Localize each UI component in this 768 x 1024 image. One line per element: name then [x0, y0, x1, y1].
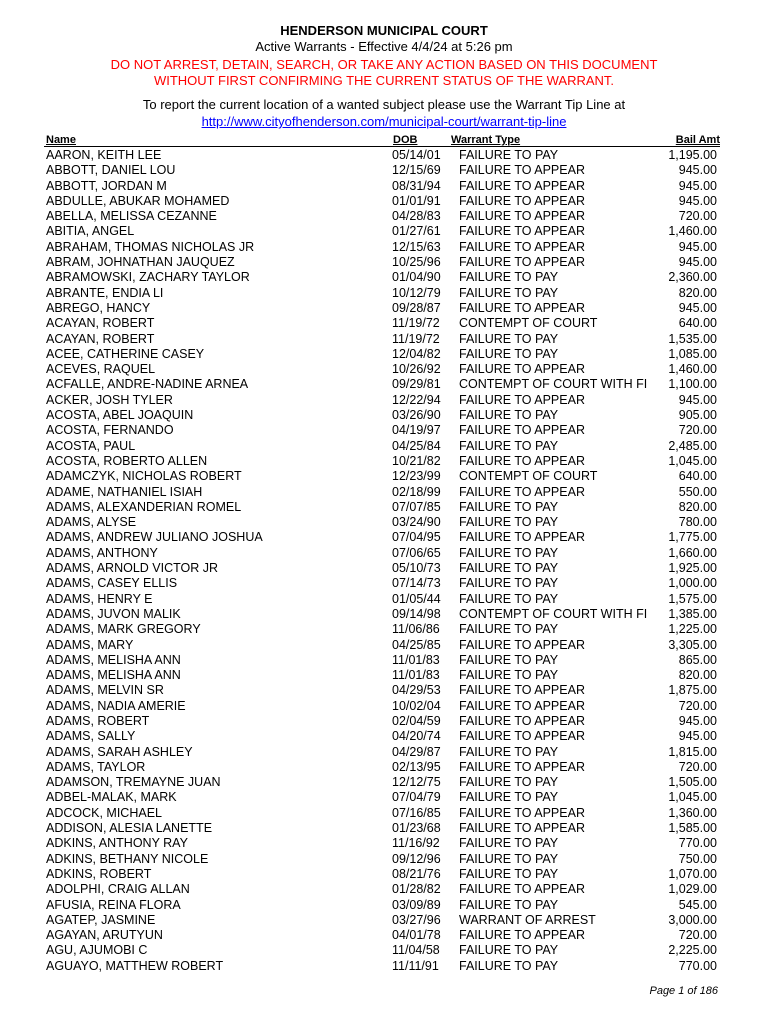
table-row	[0, 959, 768, 974]
cell-dob: 09/14/98	[392, 606, 441, 621]
cell-dob: 10/25/96	[392, 255, 441, 270]
cell-name: ABBOTT, DANIEL LOU	[46, 163, 176, 178]
table-row	[0, 347, 768, 362]
cell-name: ADAMS, SARAH ASHLEY	[46, 744, 193, 759]
cell-dob: 07/04/95	[392, 530, 441, 545]
cell-warrant-type: FAILURE TO PAY	[459, 866, 559, 881]
table-row	[0, 423, 768, 438]
table-row	[0, 439, 768, 454]
cell-bail-amount: 1,505.00	[668, 775, 717, 790]
table-row	[0, 301, 768, 316]
table-row	[0, 729, 768, 744]
table-row	[0, 867, 768, 882]
cell-bail-amount: 1,360.00	[668, 805, 717, 820]
column-header-name: Name	[46, 134, 76, 146]
cell-dob: 04/19/97	[392, 423, 441, 438]
cell-name: ACOSTA, PAUL	[46, 438, 136, 453]
cell-warrant-type: FAILURE TO APPEAR	[459, 683, 585, 698]
cell-dob: 01/28/82	[392, 882, 441, 897]
table-row	[0, 209, 768, 224]
table-row	[0, 775, 768, 790]
table-row	[0, 530, 768, 545]
table-row	[0, 469, 768, 484]
table-row	[0, 500, 768, 515]
effective-date: Active Warrants - Effective 4/4/24 at 5:26 pm	[255, 39, 513, 54]
cell-name: AARON, KEITH LEE	[46, 148, 162, 162]
cell-bail-amount: 1,045.00	[668, 453, 717, 468]
cell-name: ADAMS, MELISHA ANN	[46, 652, 181, 667]
cell-warrant-type: FAILURE TO APPEAR	[459, 713, 585, 728]
cell-name: ADAMS, CASEY ELLIS	[46, 576, 178, 591]
cell-bail-amount: 640.00	[678, 316, 717, 331]
cell-name: ACAYAN, ROBERT	[46, 331, 155, 346]
table-row	[0, 898, 768, 913]
cell-bail-amount: 1,100.00	[668, 377, 717, 392]
cell-name: ABELLA, MELISSA CEZANNE	[46, 209, 217, 224]
cell-dob: 10/12/79	[392, 285, 441, 300]
cell-warrant-type: FAILURE TO APPEAR	[459, 193, 585, 208]
cell-name: ACAYAN, ROBERT	[46, 316, 155, 331]
cell-name: ACOSTA, FERNANDO	[46, 423, 174, 438]
cell-warrant-type: FAILURE TO PAY	[459, 545, 559, 560]
cell-warrant-type: CONTEMPT OF COURT	[459, 316, 598, 331]
column-header-warrant-type: Warrant Type	[451, 134, 521, 146]
cell-name: ADDISON, ALESIA LANETTE	[46, 821, 213, 836]
cell-bail-amount: 1,195.00	[668, 148, 717, 162]
cell-warrant-type: FAILURE TO APPEAR	[459, 928, 585, 943]
cell-dob: 01/27/61	[392, 224, 441, 239]
cell-bail-amount: 945.00	[678, 163, 717, 178]
cell-name: ADAMS, MELVIN SR	[46, 683, 164, 698]
cell-bail-amount: 720.00	[678, 209, 717, 224]
cell-name: ABRAHAM, THOMAS NICHOLAS JR	[46, 239, 255, 254]
cell-dob: 07/04/79	[392, 790, 441, 805]
cell-warrant-type: CONTEMPT OF COURT	[459, 469, 598, 484]
cell-name: ACOSTA, ROBERTO ALLEN	[46, 453, 208, 468]
cell-warrant-type: FAILURE TO PAY	[459, 591, 559, 606]
cell-warrant-type: FAILURE TO APPEAR	[459, 698, 585, 713]
table-row	[0, 699, 768, 714]
cell-bail-amount: 1,660.00	[668, 545, 717, 560]
cell-dob: 04/01/78	[392, 928, 441, 943]
cell-bail-amount: 770.00	[678, 836, 717, 851]
cell-name: ADAMS, ANTHONY	[46, 545, 158, 560]
cell-bail-amount: 2,360.00	[668, 270, 717, 285]
cell-dob: 07/06/65	[392, 545, 441, 560]
table-row	[0, 240, 768, 255]
cell-dob: 04/29/87	[392, 744, 441, 759]
table-row	[0, 485, 768, 500]
cell-bail-amount: 720.00	[678, 423, 717, 438]
cell-dob: 01/01/91	[392, 193, 441, 208]
cell-bail-amount: 1,460.00	[668, 362, 717, 377]
cell-dob: 07/16/85	[392, 805, 441, 820]
table-row	[0, 592, 768, 607]
cell-name: ADAME, NATHANIEL ISIAH	[46, 484, 203, 499]
cell-dob: 04/29/53	[392, 683, 441, 698]
cell-dob: 10/02/04	[392, 698, 441, 713]
cell-bail-amount: 820.00	[678, 285, 717, 300]
cell-warrant-type: FAILURE TO PAY	[459, 668, 559, 683]
cell-bail-amount: 1,575.00	[668, 591, 717, 606]
cell-dob: 01/04/90	[392, 270, 441, 285]
cell-warrant-type: FAILURE TO PAY	[459, 576, 559, 591]
table-row	[0, 408, 768, 423]
page-number: Page 1 of 186	[649, 985, 718, 997]
table-row	[0, 852, 768, 867]
cell-dob: 04/20/74	[392, 729, 441, 744]
cell-dob: 03/26/90	[392, 408, 441, 423]
cell-warrant-type: FAILURE TO PAY	[459, 270, 559, 285]
table-row	[0, 332, 768, 347]
cell-name: ACEVES, RAQUEL	[46, 362, 156, 377]
cell-bail-amount: 1,815.00	[668, 744, 717, 759]
cell-name: ACOSTA, ABEL JOAQUIN	[46, 408, 194, 423]
cell-bail-amount: 1,070.00	[668, 866, 717, 881]
cell-bail-amount: 720.00	[678, 759, 717, 774]
cell-bail-amount: 1,460.00	[668, 224, 717, 239]
table-row	[0, 179, 768, 194]
cell-warrant-type: FAILURE TO APPEAR	[459, 362, 585, 377]
cell-bail-amount: 945.00	[678, 392, 717, 407]
cell-name: ABRAM, JOHNATHAN JAUQUEZ	[46, 255, 235, 270]
table-row	[0, 607, 768, 622]
cell-warrant-type: FAILURE TO PAY	[459, 958, 559, 973]
table-row	[0, 653, 768, 668]
table-row	[0, 714, 768, 729]
cell-warrant-type: FAILURE TO PAY	[459, 561, 559, 576]
cell-name: ADAMS, MARK GREGORY	[46, 622, 201, 637]
cell-name: ABREGO, HANCY	[46, 300, 151, 315]
table-row	[0, 561, 768, 576]
table-row	[0, 362, 768, 377]
cell-bail-amount: 945.00	[678, 178, 717, 193]
cell-bail-amount: 1,925.00	[668, 561, 717, 576]
cell-warrant-type: FAILURE TO APPEAR	[459, 392, 585, 407]
cell-name: ADAMS, ALYSE	[46, 515, 137, 530]
warning-line-1: DO NOT ARREST, DETAIN, SEARCH, OR TAKE ANY ACTION BASED ON THIS DOCUMENT	[110, 57, 658, 72]
cell-name: ABRAMOWSKI, ZACHARY TAYLOR	[46, 270, 250, 285]
cell-warrant-type: FAILURE TO APPEAR	[459, 178, 585, 193]
cell-bail-amount: 3,000.00	[668, 912, 717, 927]
cell-bail-amount: 2,485.00	[668, 438, 717, 453]
cell-bail-amount: 750.00	[678, 851, 717, 866]
cell-bail-amount: 1,385.00	[668, 606, 717, 621]
table-row	[0, 882, 768, 897]
cell-dob: 02/13/95	[392, 759, 441, 774]
cell-name: AGU, AJUMOBI C	[46, 943, 148, 958]
cell-dob: 09/29/81	[392, 377, 441, 392]
cell-warrant-type: FAILURE TO PAY	[459, 499, 559, 514]
cell-bail-amount: 1,585.00	[668, 821, 717, 836]
table-row	[0, 821, 768, 836]
cell-bail-amount: 1,535.00	[668, 331, 717, 346]
table-row	[0, 286, 768, 301]
cell-dob: 12/22/94	[392, 392, 441, 407]
cell-name: ABITIA, ANGEL	[46, 224, 135, 239]
cell-dob: 12/15/63	[392, 239, 441, 254]
cell-dob: 08/21/76	[392, 866, 441, 881]
cell-bail-amount: 945.00	[678, 300, 717, 315]
cell-name: ABBOTT, JORDAN M	[46, 178, 167, 193]
cell-dob: 02/18/99	[392, 484, 441, 499]
cell-warrant-type: FAILURE TO PAY	[459, 438, 559, 453]
cell-warrant-type: FAILURE TO APPEAR	[459, 209, 585, 224]
cell-bail-amount: 905.00	[678, 408, 717, 423]
cell-dob: 11/04/58	[392, 943, 440, 958]
table-row	[0, 316, 768, 331]
table-row	[0, 515, 768, 530]
cell-bail-amount: 1,000.00	[668, 576, 717, 591]
cell-dob: 11/01/83	[392, 668, 440, 683]
table-row	[0, 638, 768, 653]
cell-name: AGATEP, JASMINE	[46, 912, 156, 927]
cell-bail-amount: 865.00	[678, 652, 717, 667]
cell-dob: 05/10/73	[392, 561, 441, 576]
cell-dob: 11/11/91	[392, 958, 439, 973]
cell-warrant-type: FAILURE TO PAY	[459, 515, 559, 530]
cell-bail-amount: 1,875.00	[668, 683, 717, 698]
cell-warrant-type: FAILURE TO APPEAR	[459, 224, 585, 239]
cell-dob: 10/26/92	[392, 362, 441, 377]
cell-bail-amount: 820.00	[678, 499, 717, 514]
cell-dob: 03/27/96	[392, 912, 441, 927]
table-row	[0, 760, 768, 775]
cell-name: ADKINS, ANTHONY RAY	[46, 836, 188, 851]
cell-bail-amount: 1,085.00	[668, 346, 717, 361]
cell-name: ABRANTE, ENDIA LI	[46, 285, 164, 300]
cell-dob: 11/16/92	[392, 836, 440, 851]
cell-warrant-type: FAILURE TO PAY	[459, 285, 559, 300]
cell-name: ADKINS, ROBERT	[46, 866, 152, 881]
cell-bail-amount: 820.00	[678, 668, 717, 683]
table-row	[0, 790, 768, 805]
cell-warrant-type: FAILURE TO PAY	[459, 943, 559, 958]
table-row	[0, 454, 768, 469]
tip-line-text: To report the current location of a wanted subject please use the Warrant Tip Line at	[142, 97, 626, 112]
cell-dob: 12/15/69	[392, 163, 441, 178]
column-header-dob: DOB	[393, 134, 418, 146]
cell-bail-amount: 945.00	[678, 729, 717, 744]
cell-warrant-type: FAILURE TO PAY	[459, 897, 559, 912]
cell-dob: 11/01/83	[392, 652, 440, 667]
cell-dob: 07/14/73	[392, 576, 441, 591]
cell-dob: 12/12/75	[392, 775, 441, 790]
cell-dob: 09/12/96	[392, 851, 441, 866]
table-row	[0, 393, 768, 408]
cell-dob: 04/25/84	[392, 438, 441, 453]
cell-name: ACFALLE, ANDRE-NADINE ARNEA	[46, 377, 249, 392]
cell-dob: 01/05/44	[392, 591, 441, 606]
cell-dob: 07/07/85	[392, 499, 441, 514]
cell-name: AGUAYO, MATTHEW ROBERT	[46, 958, 224, 973]
cell-bail-amount: 1,029.00	[668, 882, 717, 897]
cell-bail-amount: 1,225.00	[668, 622, 717, 637]
cell-warrant-type: FAILURE TO PAY	[459, 790, 559, 805]
table-row	[0, 683, 768, 698]
cell-dob: 11/06/86	[392, 622, 440, 637]
cell-bail-amount: 1,045.00	[668, 790, 717, 805]
table-row	[0, 163, 768, 178]
cell-name: ADAMS, HENRY E	[46, 591, 153, 606]
cell-warrant-type: CONTEMPT OF COURT WITH FI	[459, 606, 648, 621]
cell-dob: 09/28/87	[392, 300, 441, 315]
cell-bail-amount: 720.00	[678, 698, 717, 713]
cell-name: ADAMS, ARNOLD VICTOR JR	[46, 561, 219, 576]
cell-dob: 10/21/82	[392, 453, 441, 468]
table-row	[0, 622, 768, 637]
tip-link-container	[0, 113, 768, 131]
cell-bail-amount: 640.00	[678, 469, 717, 484]
cell-name: ABDULLE, ABUKAR MOHAMED	[46, 193, 230, 208]
cell-warrant-type: FAILURE TO PAY	[459, 408, 559, 423]
cell-bail-amount: 780.00	[678, 515, 717, 530]
cell-dob: 03/24/90	[392, 515, 441, 530]
cell-name: ADAMS, ROBERT	[46, 713, 150, 728]
cell-name: ADAMCZYK, NICHOLAS ROBERT	[46, 469, 242, 484]
cell-bail-amount: 2,225.00	[668, 943, 717, 958]
table-row	[0, 928, 768, 943]
table-row	[0, 576, 768, 591]
cell-name: ADAMS, ALEXANDERIAN ROMEL	[46, 499, 242, 514]
cell-name: ADBEL-MALAK, MARK	[46, 790, 177, 805]
cell-dob: 12/23/99	[392, 469, 441, 484]
cell-name: ADAMS, SALLY	[46, 729, 136, 744]
cell-warrant-type: FAILURE TO APPEAR	[459, 530, 585, 545]
table-row	[0, 806, 768, 821]
cell-bail-amount: 1,775.00	[668, 530, 717, 545]
cell-bail-amount: 545.00	[678, 897, 717, 912]
cell-warrant-type: FAILURE TO PAY	[459, 836, 559, 851]
cell-name: ADOLPHI, CRAIG ALLAN	[46, 882, 190, 897]
cell-warrant-type: FAILURE TO APPEAR	[459, 805, 585, 820]
cell-warrant-type: FAILURE TO APPEAR	[459, 239, 585, 254]
cell-bail-amount: 770.00	[678, 958, 717, 973]
table-row	[0, 377, 768, 392]
cell-warrant-type: FAILURE TO APPEAR	[459, 300, 585, 315]
cell-warrant-type: FAILURE TO PAY	[459, 148, 559, 162]
cell-bail-amount: 720.00	[678, 928, 717, 943]
table-row	[0, 836, 768, 851]
cell-dob: 11/19/72	[392, 316, 440, 331]
cell-warrant-type: FAILURE TO PAY	[459, 331, 559, 346]
warning-line-2: WITHOUT FIRST CONFIRMING THE CURRENT STATUS OF THE WARRANT.	[153, 73, 615, 88]
cell-name: ADAMS, TAYLOR	[46, 759, 146, 774]
cell-warrant-type: FAILURE TO PAY	[459, 652, 559, 667]
cell-dob: 01/23/68	[392, 821, 441, 836]
cell-bail-amount: 945.00	[678, 713, 717, 728]
cell-warrant-type: FAILURE TO APPEAR	[459, 255, 585, 270]
tip-line-link[interactable]: http://www.cityofhenderson.com/municipal-court/warrant-tip-line	[201, 114, 567, 129]
cell-warrant-type: FAILURE TO APPEAR	[459, 821, 585, 836]
cell-name: ADAMS, MARY	[46, 637, 134, 652]
cell-name: ACKER, JOSH TYLER	[46, 392, 173, 407]
cell-bail-amount: 550.00	[678, 484, 717, 499]
cell-warrant-type: FAILURE TO PAY	[459, 851, 559, 866]
cell-warrant-type: FAILURE TO APPEAR	[459, 423, 585, 438]
cell-warrant-type: CONTEMPT OF COURT WITH FI	[459, 377, 648, 392]
cell-warrant-type: FAILURE TO APPEAR	[459, 729, 585, 744]
table-row	[0, 943, 768, 958]
cell-dob: 08/31/94	[392, 178, 441, 193]
cell-name: ADAMSON, TREMAYNE JUAN	[46, 775, 221, 790]
cell-dob: 03/09/89	[392, 897, 441, 912]
table-row	[0, 913, 768, 928]
cell-warrant-type: FAILURE TO APPEAR	[459, 484, 585, 499]
cell-warrant-type: FAILURE TO APPEAR	[459, 759, 585, 774]
cell-name: ADAMS, MELISHA ANN	[46, 668, 181, 683]
table-row	[0, 148, 768, 163]
cell-bail-amount: 3,305.00	[668, 637, 717, 652]
cell-warrant-type: WARRANT OF ARREST	[459, 912, 596, 927]
cell-name: ADKINS, BETHANY NICOLE	[46, 851, 209, 866]
cell-name: ADAMS, NADIA AMERIE	[46, 698, 186, 713]
cell-warrant-type: FAILURE TO PAY	[459, 346, 559, 361]
cell-name: ADAMS, ANDREW JULIANO JOSHUA	[46, 530, 263, 545]
cell-name: ACEE, CATHERINE CASEY	[46, 346, 205, 361]
table-row	[0, 745, 768, 760]
cell-name: AGAYAN, ARUTYUN	[46, 928, 163, 943]
warrant-table-body	[0, 148, 768, 974]
cell-bail-amount: 945.00	[678, 255, 717, 270]
cell-dob: 02/04/59	[392, 713, 441, 728]
cell-warrant-type: FAILURE TO APPEAR	[459, 163, 585, 178]
cell-name: ADCOCK, MICHAEL	[46, 805, 162, 820]
cell-bail-amount: 945.00	[678, 193, 717, 208]
cell-dob: 12/04/82	[392, 346, 441, 361]
table-header	[44, 132, 720, 147]
table-row	[0, 255, 768, 270]
cell-warrant-type: FAILURE TO APPEAR	[459, 637, 585, 652]
table-row	[0, 270, 768, 285]
cell-warrant-type: FAILURE TO APPEAR	[459, 453, 585, 468]
column-header-bail-amount: Bail Amt	[675, 134, 720, 146]
cell-warrant-type: FAILURE TO APPEAR	[459, 882, 585, 897]
table-row	[0, 194, 768, 209]
cell-warrant-type: FAILURE TO PAY	[459, 622, 559, 637]
cell-warrant-type: FAILURE TO PAY	[459, 744, 559, 759]
table-row	[0, 224, 768, 239]
cell-name: ADAMS, JUVON MALIK	[46, 606, 181, 621]
cell-dob: 04/25/85	[392, 637, 441, 652]
cell-dob: 05/14/01	[392, 148, 441, 162]
cell-dob: 04/28/83	[392, 209, 441, 224]
cell-name: AFUSIA, REINA FLORA	[46, 897, 181, 912]
cell-warrant-type: FAILURE TO PAY	[459, 775, 559, 790]
cell-dob: 11/19/72	[392, 331, 440, 346]
cell-bail-amount: 945.00	[678, 239, 717, 254]
page-title: HENDERSON MUNICIPAL COURT	[280, 23, 488, 38]
table-row	[0, 668, 768, 683]
table-row	[0, 546, 768, 561]
